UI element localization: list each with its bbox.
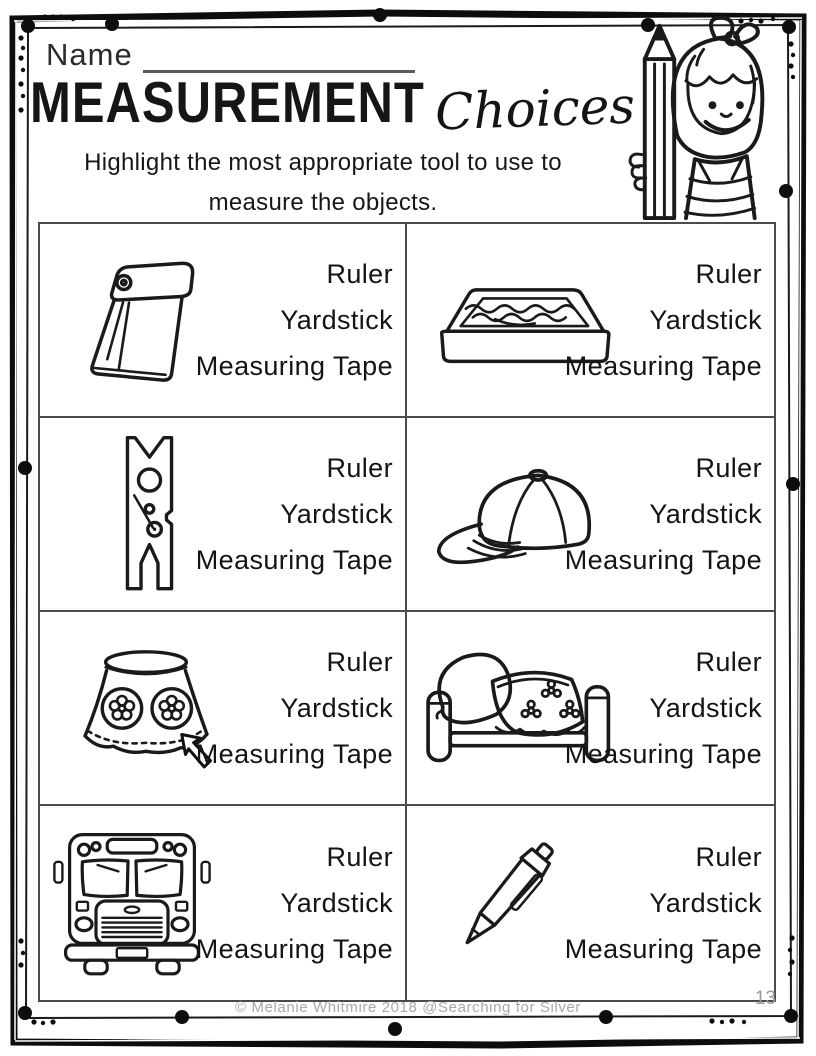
instructions-line-2: measure the objects. (208, 189, 438, 216)
option-ruler[interactable]: Ruler (326, 842, 393, 872)
option-yardstick[interactable]: Yardstick (649, 693, 762, 723)
option-ruler[interactable]: Ruler (326, 647, 393, 677)
option-ruler[interactable]: Ruler (326, 453, 393, 483)
option-yardstick[interactable]: Yardstick (280, 499, 393, 529)
cell-sandbox (407, 224, 774, 418)
options-list (565, 639, 762, 777)
option-measuring-tape[interactable]: Measuring Tape (195, 934, 393, 964)
page-title (30, 71, 636, 142)
option-yardstick[interactable]: Yardstick (649, 305, 762, 335)
options-list (196, 834, 393, 972)
cell-pen (407, 806, 774, 1000)
options-list (565, 834, 762, 972)
option-ruler[interactable]: Ruler (695, 453, 762, 483)
option-ruler[interactable]: Ruler (695, 842, 762, 872)
title-main: MEASUREMENT (30, 71, 425, 135)
name-blank-line[interactable] (143, 36, 415, 73)
cell-school-bus (40, 806, 407, 1000)
option-yardstick[interactable]: Yardstick (280, 305, 393, 335)
page-number: 13 (754, 988, 776, 1009)
option-ruler[interactable]: Ruler (326, 259, 393, 289)
option-yardstick[interactable]: Yardstick (280, 888, 393, 918)
paper-bag-icon (62, 245, 210, 395)
options-list (196, 639, 393, 777)
option-ruler[interactable]: Ruler (695, 259, 762, 289)
option-measuring-tape[interactable]: Measuring Tape (564, 934, 762, 964)
option-measuring-tape[interactable]: Measuring Tape (195, 545, 393, 575)
option-measuring-tape[interactable]: Measuring Tape (564, 739, 762, 769)
name-label: Name (46, 37, 133, 72)
options-list (565, 251, 762, 389)
instructions-line-1: Highlight the most appropriate tool to use to (84, 149, 562, 176)
options-list (565, 445, 762, 583)
footer-credit: © Melanie Whitmire 2018 @Searching for Silver (235, 999, 581, 1016)
pen-icon (425, 821, 580, 986)
clothespin-icon (102, 429, 197, 599)
option-yardstick[interactable]: Yardstick (649, 888, 762, 918)
options-list (196, 445, 393, 583)
option-measuring-tape[interactable]: Measuring Tape (564, 351, 762, 381)
cell-baseball-cap (407, 418, 774, 612)
option-yardstick[interactable]: Yardstick (280, 693, 393, 723)
name-row (46, 36, 415, 73)
option-measuring-tape[interactable]: Measuring Tape (195, 739, 393, 769)
option-measuring-tape[interactable]: Measuring Tape (564, 545, 762, 575)
school-bus-icon (48, 817, 216, 989)
cell-clothespin (40, 418, 407, 612)
instructions (28, 143, 618, 223)
title-script: Choices (433, 76, 636, 142)
cell-paper-bag (40, 224, 407, 418)
cell-skirt (40, 612, 407, 806)
option-yardstick[interactable]: Yardstick (649, 499, 762, 529)
option-ruler[interactable]: Ruler (695, 647, 762, 677)
worksheet-table (38, 222, 776, 1002)
options-list (196, 251, 393, 389)
girl-with-pencil-illustration (600, 12, 770, 220)
cell-bed (407, 612, 774, 806)
option-measuring-tape[interactable]: Measuring Tape (195, 351, 393, 381)
